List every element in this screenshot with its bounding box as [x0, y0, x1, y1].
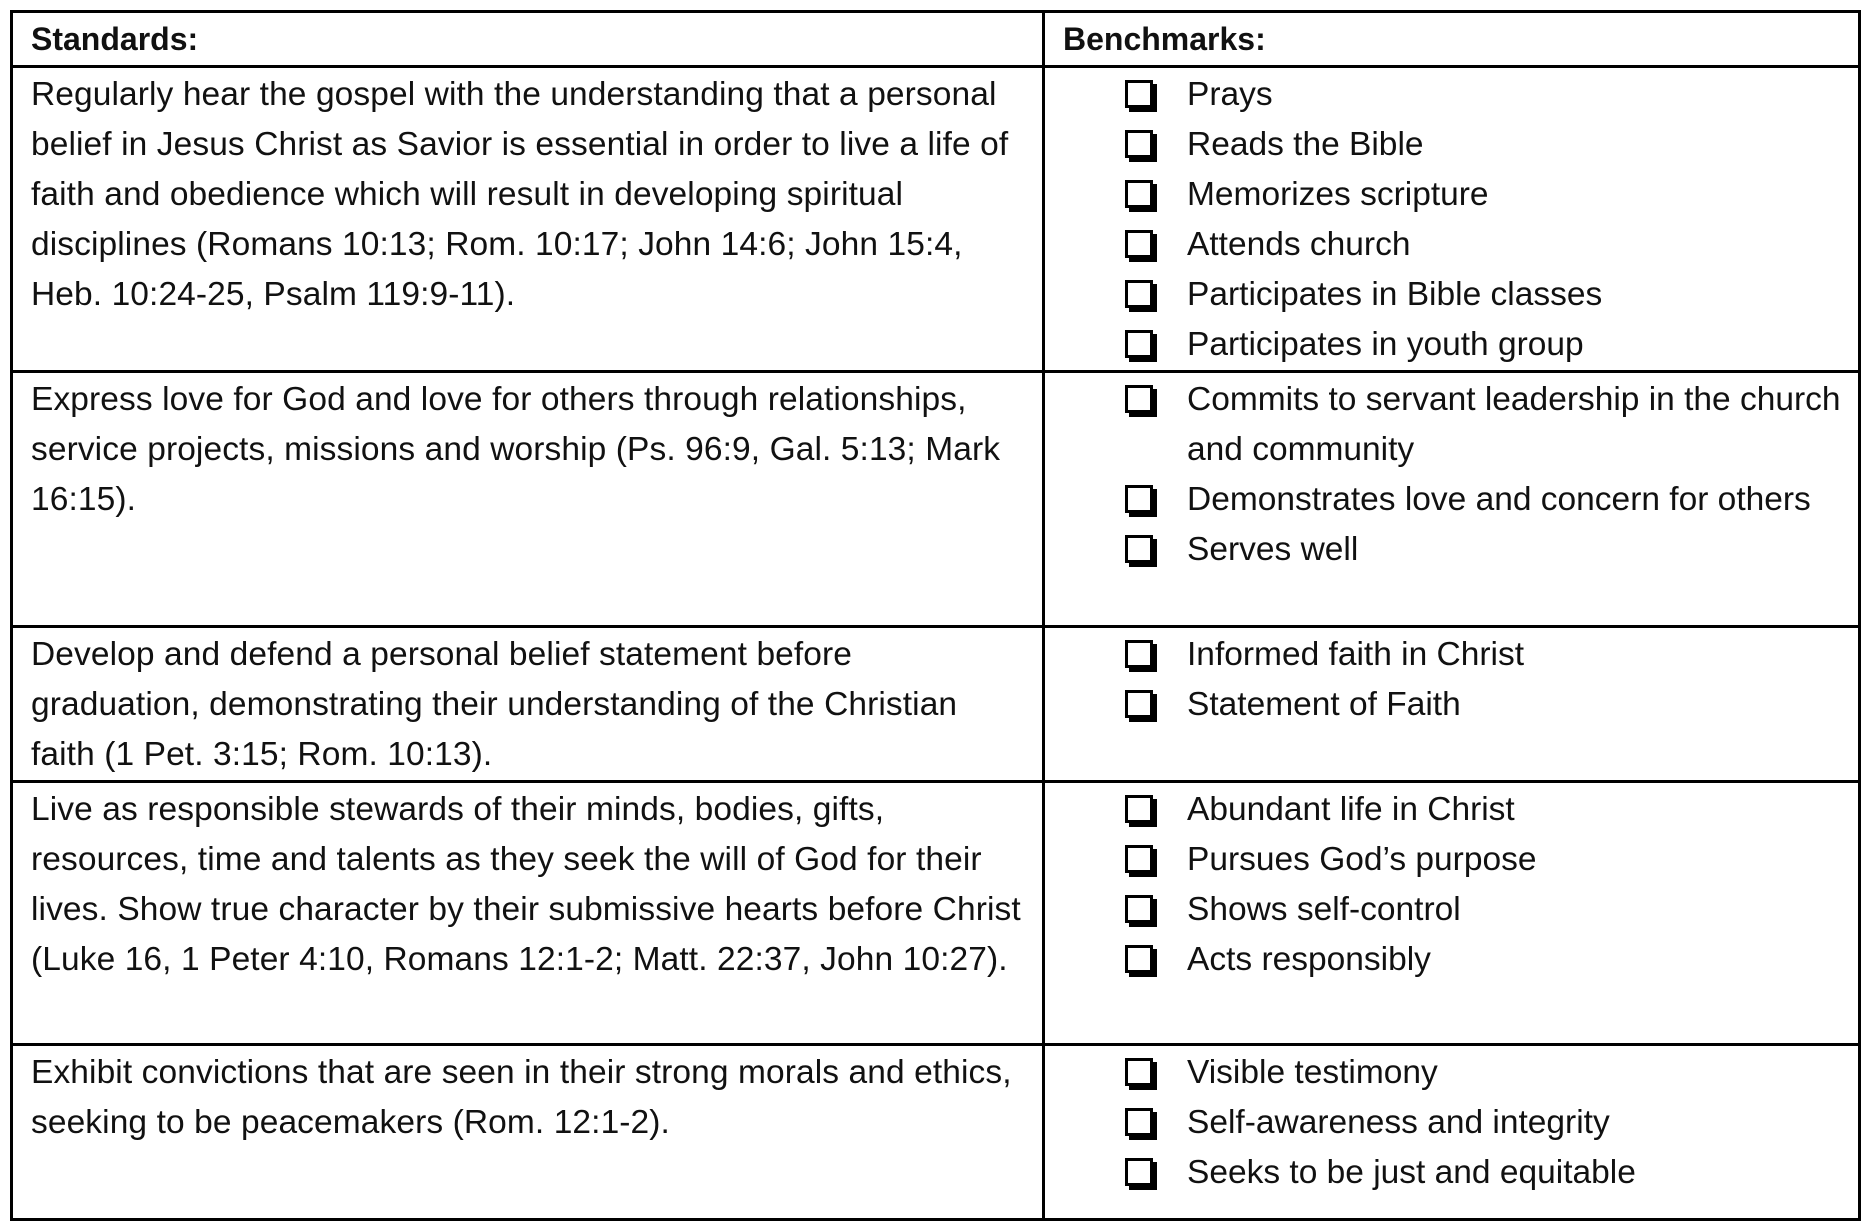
benchmark-item[interactable] — [1125, 70, 1858, 120]
checkbox-icon[interactable] — [1125, 535, 1153, 563]
table-row — [12, 782, 1860, 1045]
benchmark-label: Prays — [1187, 76, 1273, 113]
checkbox-icon[interactable] — [1125, 945, 1153, 973]
checkbox-icon[interactable] — [1125, 230, 1153, 258]
checkbox-icon[interactable] — [1125, 80, 1153, 108]
standards-header: Standards: — [12, 12, 1044, 67]
standard-cell — [12, 1045, 1044, 1220]
benchmarks-cell — [1044, 782, 1860, 1045]
benchmark-item[interactable] — [1125, 935, 1858, 985]
checkbox-icon[interactable] — [1125, 385, 1153, 413]
benchmark-item[interactable] — [1125, 1098, 1858, 1148]
benchmarks-cell — [1044, 1045, 1860, 1220]
checkbox-icon[interactable] — [1125, 485, 1153, 513]
checkbox-icon[interactable] — [1125, 1058, 1153, 1086]
standard-text: Express love for God and love for others through relationships, service projects, missions and worship (Ps. 96:9, Gal. 5:13; Mark 16:15). — [31, 381, 1001, 518]
standard-text: Exhibit convictions that are seen in their strong morals and ethics, seeking to be peacemakers (Rom. 12:1-2). — [31, 1054, 1012, 1141]
benchmark-label: Abundant life in Christ — [1187, 791, 1515, 828]
benchmark-item[interactable] — [1125, 120, 1858, 170]
benchmark-label: Reads the Bible — [1187, 126, 1424, 163]
checkbox-icon[interactable] — [1125, 280, 1153, 308]
benchmark-label: Attends church — [1187, 226, 1411, 263]
benchmark-label: Commits to servant leadership in the church and community — [1187, 381, 1841, 468]
standard-text: Live as responsible stewards of their minds, bodies, gifts, resources, time and talents as they seek the will of God for their lives. Show true character by their submissive hearts before Christ (Luke 16, 1 Peter 4:10, Romans 12:1-2; Matt. 22:37, John 10:27). — [31, 791, 1021, 978]
benchmark-item[interactable] — [1125, 320, 1858, 370]
checkbox-icon[interactable] — [1125, 895, 1153, 923]
checkbox-icon[interactable] — [1125, 795, 1153, 823]
standard-text: Regularly hear the gospel with the understanding that a personal belief in Jesus Christ as Savior is essential in order to live a life of faith and obedience which will result in developing spiritual disciplines (Romans 10:13; Rom. 10:17; John 14:6; John 15:4, Heb. 10:24-25, Psalm 119:9-11). — [31, 76, 1009, 313]
checkbox-icon[interactable] — [1125, 330, 1153, 358]
standard-cell — [12, 782, 1044, 1045]
benchmark-label: Pursues God’s purpose — [1187, 841, 1537, 878]
table-row — [12, 627, 1860, 782]
checkbox-icon[interactable] — [1125, 130, 1153, 158]
benchmark-label: Participates in Bible classes — [1187, 276, 1603, 313]
benchmark-label: Acts responsibly — [1187, 941, 1431, 978]
benchmarks-cell — [1044, 67, 1860, 372]
benchmark-list — [1045, 783, 1858, 985]
benchmark-item[interactable] — [1125, 270, 1858, 320]
benchmark-label: Participates in youth group — [1187, 326, 1584, 363]
checkbox-icon[interactable] — [1125, 180, 1153, 208]
benchmark-list — [1045, 1046, 1858, 1198]
header-row — [12, 12, 1860, 67]
checkbox-icon[interactable] — [1125, 1158, 1153, 1186]
benchmark-item[interactable] — [1125, 835, 1858, 885]
benchmark-list — [1045, 68, 1858, 370]
benchmark-item[interactable] — [1125, 680, 1858, 730]
table-row — [12, 67, 1860, 372]
benchmarks-cell — [1044, 627, 1860, 782]
benchmark-label: Statement of Faith — [1187, 686, 1461, 723]
benchmark-item[interactable] — [1125, 1048, 1858, 1098]
benchmark-item[interactable] — [1125, 525, 1858, 575]
table-row — [12, 372, 1860, 627]
benchmark-item[interactable] — [1125, 885, 1858, 935]
benchmark-item[interactable] — [1125, 1148, 1858, 1198]
benchmark-label: Memorizes scripture — [1187, 176, 1489, 213]
benchmark-label: Shows self-control — [1187, 891, 1461, 928]
standard-cell — [12, 372, 1044, 627]
checkbox-icon[interactable] — [1125, 1108, 1153, 1136]
benchmark-label: Seeks to be just and equitable — [1187, 1154, 1636, 1191]
benchmark-list — [1045, 373, 1858, 575]
benchmark-item[interactable] — [1125, 785, 1858, 835]
checkbox-icon[interactable] — [1125, 845, 1153, 873]
benchmarks-cell — [1044, 372, 1860, 627]
benchmark-item[interactable] — [1125, 630, 1858, 680]
checkbox-icon[interactable] — [1125, 690, 1153, 718]
standard-cell — [12, 67, 1044, 372]
benchmark-label: Demonstrates love and concern for others — [1187, 481, 1811, 518]
standards-benchmarks-table — [10, 10, 1861, 1221]
table-row — [12, 1045, 1860, 1220]
benchmark-item[interactable] — [1125, 375, 1858, 475]
standard-cell — [12, 627, 1044, 782]
benchmark-label: Informed faith in Christ — [1187, 636, 1524, 673]
standard-text: Develop and defend a personal belief statement before graduation, demonstrating their understanding of the Christian faith (1 Pet. 3:15; Rom. 10:13). — [31, 636, 958, 773]
benchmark-label: Visible testimony — [1187, 1054, 1438, 1091]
checkbox-icon[interactable] — [1125, 640, 1153, 668]
benchmark-item[interactable] — [1125, 220, 1858, 270]
benchmark-item[interactable] — [1125, 475, 1858, 525]
benchmark-label: Serves well — [1187, 531, 1359, 568]
benchmark-item[interactable] — [1125, 170, 1858, 220]
benchmark-label: Self-awareness and integrity — [1187, 1104, 1610, 1141]
benchmarks-header: Benchmarks: — [1044, 12, 1860, 67]
benchmark-list — [1045, 628, 1858, 730]
